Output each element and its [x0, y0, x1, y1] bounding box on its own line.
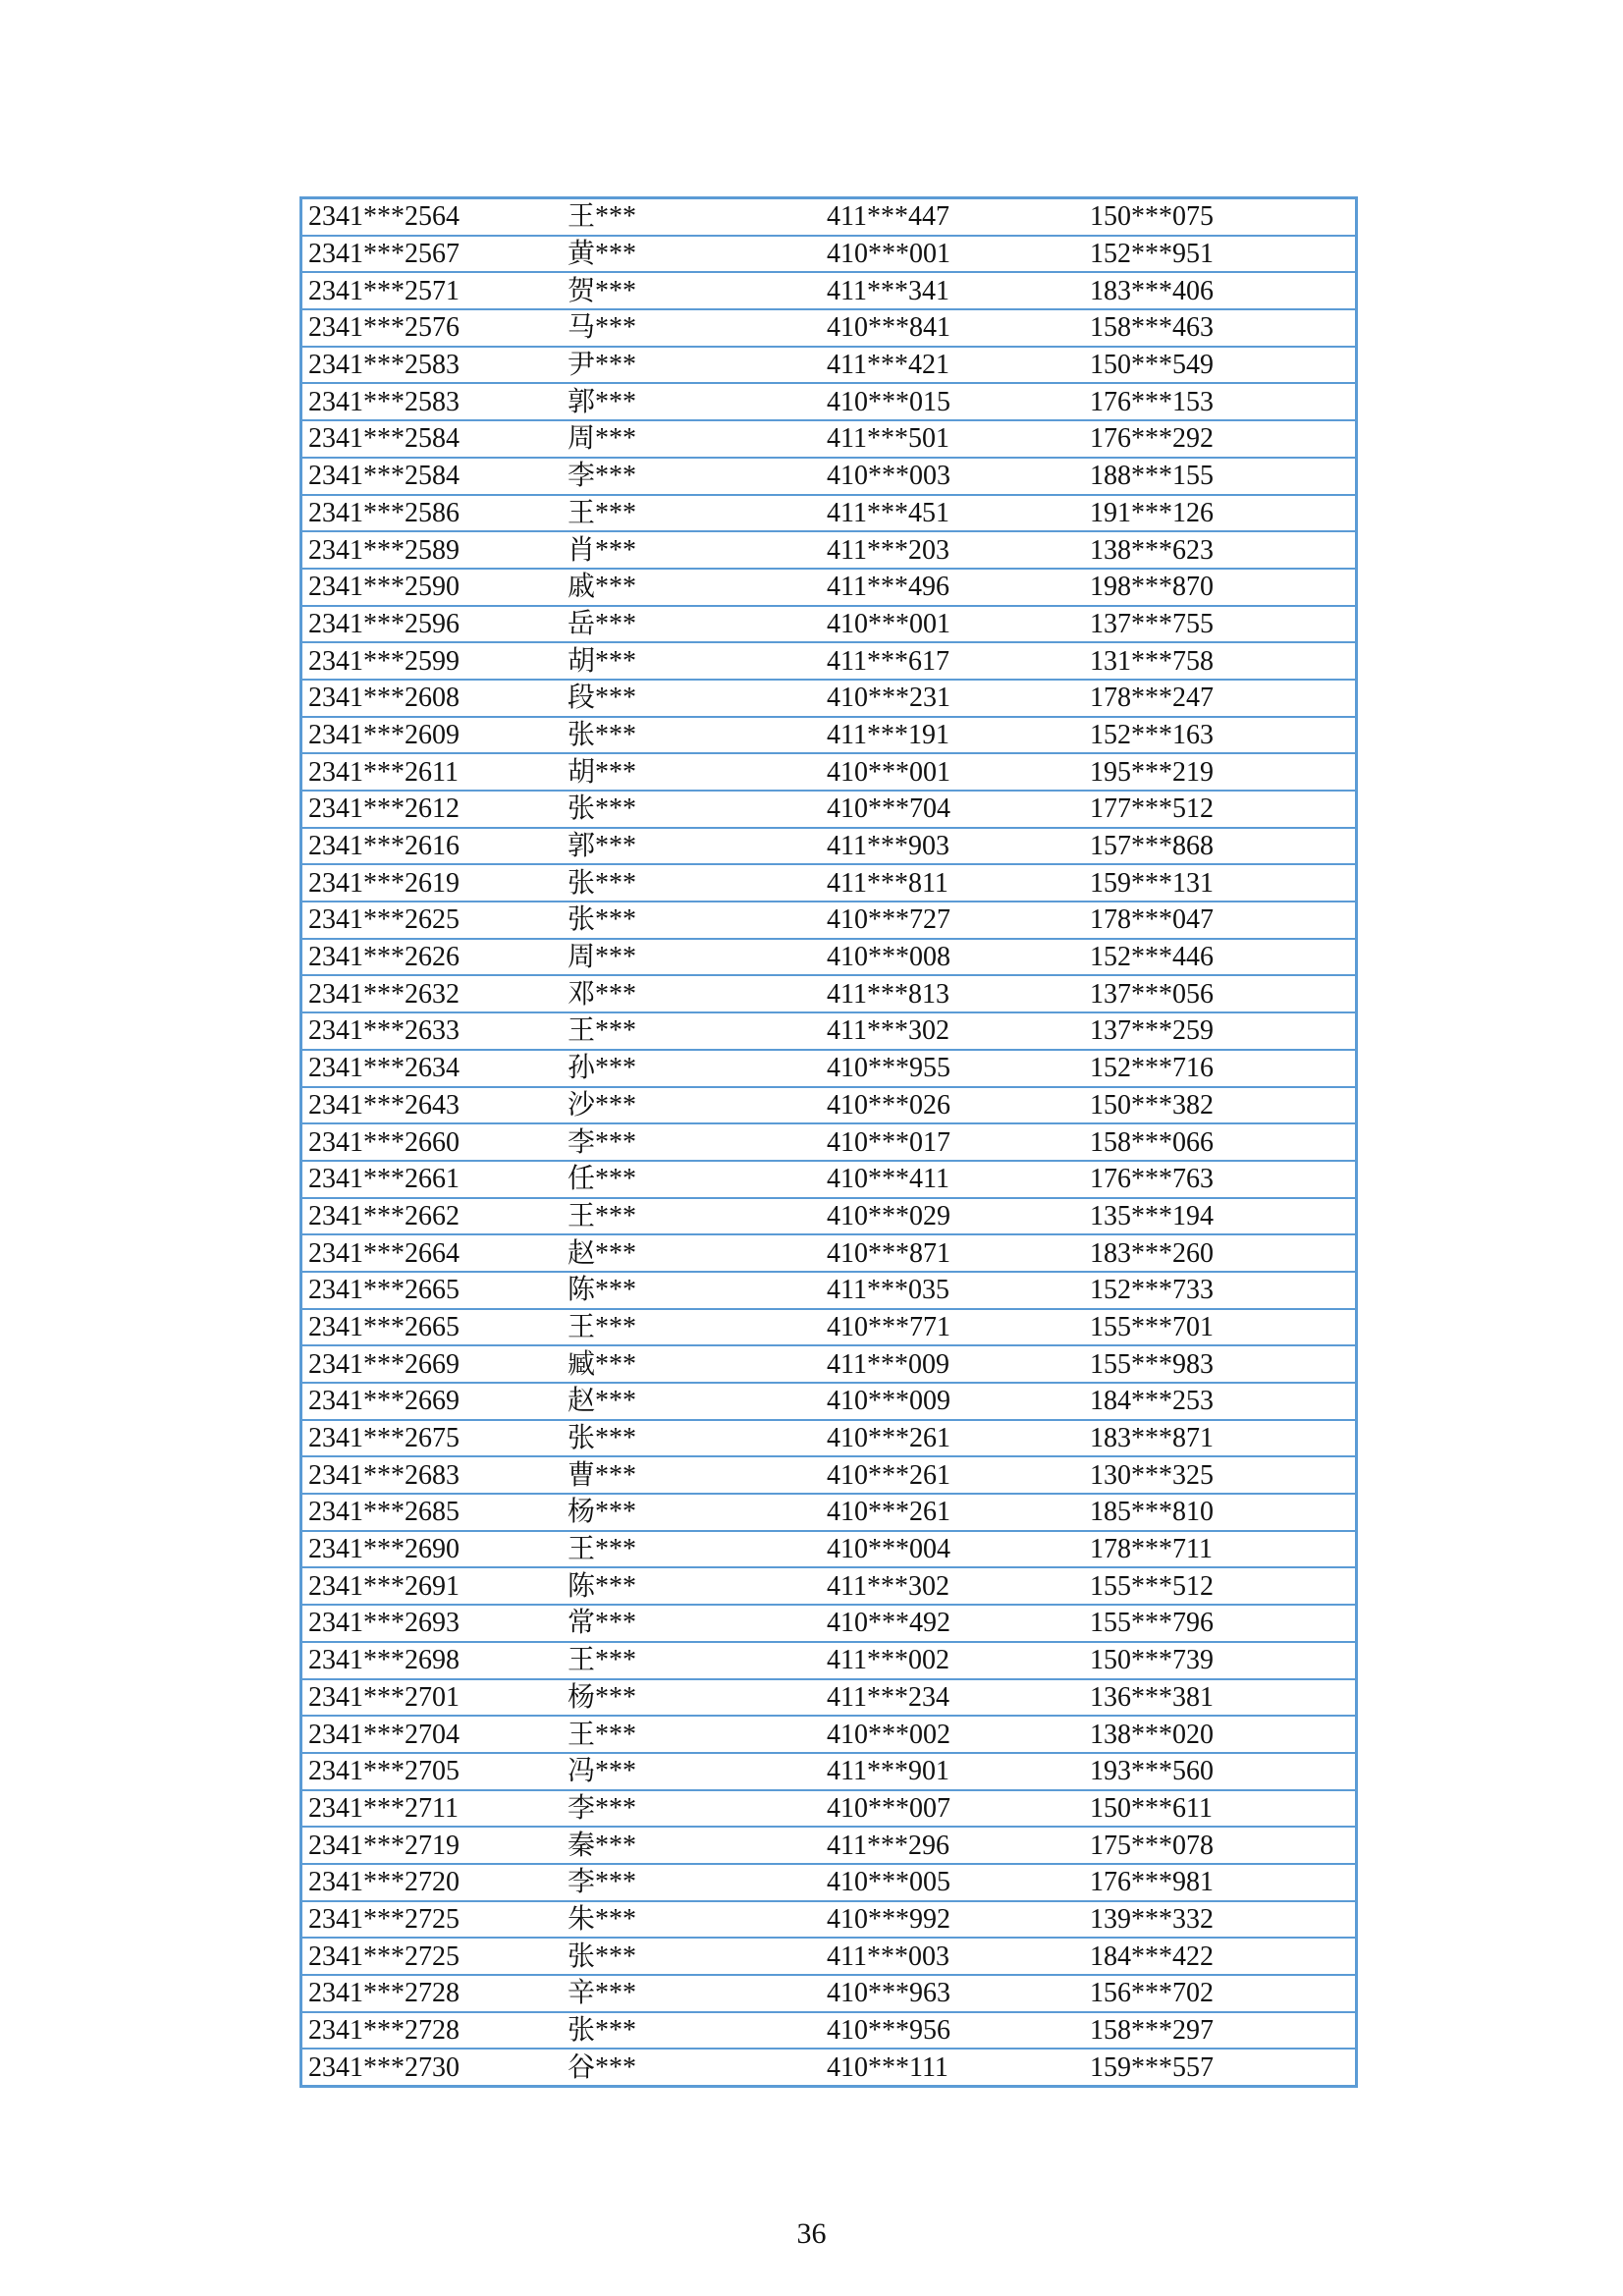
id-number-cell: 411***421: [821, 347, 1084, 384]
table-row: [301, 1494, 1357, 1531]
name-cell: 任***: [564, 1161, 821, 1198]
name-cell: 辛***: [564, 1975, 821, 2012]
table-row: [301, 569, 1357, 606]
exam-number-cell: 2341***2611: [301, 753, 565, 791]
exam-number-cell: 2341***2720: [301, 1864, 565, 1901]
id-number-cell: 410***231: [821, 680, 1084, 717]
table-row: [301, 236, 1357, 273]
id-number-cell: 411***191: [821, 717, 1084, 754]
exam-number-cell: 2341***2665: [301, 1309, 565, 1346]
id-number-cell: 411***035: [821, 1272, 1084, 1309]
name-cell: 肖***: [564, 531, 821, 569]
exam-number-cell: 2341***2693: [301, 1605, 565, 1642]
phone-cell: 159***557: [1090, 2051, 1214, 2083]
phone-cell: 137***259: [1084, 1012, 1357, 1050]
exam-number-cell: 2341***2725: [301, 1938, 565, 1975]
phone-cell: 150***075: [1084, 198, 1357, 236]
exam-number-cell: 2341***2599: [301, 642, 565, 680]
name-cell: 周***: [564, 420, 821, 458]
name-cell: 李***: [564, 1864, 821, 1901]
phone-cell: 176***153: [1084, 383, 1357, 420]
exam-number-cell: 2341***2612: [301, 791, 565, 828]
table-row: [301, 2049, 1357, 2086]
name-cell: 朱***: [564, 1901, 821, 1939]
id-number-cell: 410***492: [821, 1605, 1084, 1642]
exam-number-cell: 2341***2608: [301, 680, 565, 717]
name-cell: 孙***: [564, 1050, 821, 1087]
id-number-cell: 411***234: [821, 1679, 1084, 1717]
id-number-cell: 411***496: [821, 569, 1084, 606]
table-row: [301, 198, 1357, 236]
name-cell: 陈***: [564, 1567, 821, 1605]
name-cell: 杨***: [564, 1494, 821, 1531]
name-cell: 李***: [564, 458, 821, 495]
table-row: [301, 1345, 1357, 1383]
exam-number-cell: 2341***2590: [301, 569, 565, 606]
id-number-cell: 410***992: [821, 1901, 1084, 1939]
exam-number-cell: 2341***2664: [301, 1234, 565, 1272]
phone-cell: 155***983: [1084, 1345, 1357, 1383]
name-cell: 张***: [564, 717, 821, 754]
name-cell: 谷***: [568, 2051, 637, 2083]
name-cell: 岳***: [564, 606, 821, 643]
name-cell: 周***: [564, 939, 821, 976]
name-cell: 陈***: [564, 1272, 821, 1309]
exam-number-cell: 2341***2730: [308, 2051, 460, 2083]
id-number-cell: 411***811: [821, 864, 1084, 902]
table-row: [301, 975, 1357, 1012]
id-number-cell: 410***004: [821, 1531, 1084, 1568]
id-number-cell: 410***704: [821, 791, 1084, 828]
phone-cell: 157***868: [1084, 828, 1357, 865]
phone-cell: 138***020: [1084, 1716, 1357, 1753]
table-row: [301, 1605, 1357, 1642]
name-cell: 王***: [564, 1531, 821, 1568]
phone-cell: 184***422: [1084, 1938, 1357, 1975]
name-cell: 沙***: [564, 1087, 821, 1124]
table-row: [301, 272, 1357, 309]
exam-number-cell: 2341***2584: [301, 458, 565, 495]
id-number-cell: 410***841: [821, 309, 1084, 347]
id-number-cell: 410***727: [821, 902, 1084, 939]
phone-cell: 159***131: [1084, 864, 1357, 902]
exam-number-cell: 2341***2685: [301, 1494, 565, 1531]
exam-number-cell: 2341***2626: [301, 939, 565, 976]
id-number-cell: 410***261: [821, 1456, 1084, 1494]
table-row: [301, 495, 1357, 532]
phone-cell: 193***560: [1084, 1753, 1357, 1790]
id-number-cell: 410***955: [821, 1050, 1084, 1087]
table-row: [301, 1198, 1357, 1235]
name-cell: 郭***: [564, 828, 821, 865]
table-row: [301, 642, 1357, 680]
id-number-cell: 410***002: [821, 1716, 1084, 1753]
name-cell: 王***: [564, 198, 821, 236]
name-cell: 赵***: [564, 1234, 821, 1272]
phone-cell: 139***332: [1084, 1901, 1357, 1939]
exam-number-cell: 2341***2719: [301, 1827, 565, 1864]
table-row: [301, 347, 1357, 384]
name-cell: 王***: [564, 1309, 821, 1346]
table-row: [301, 1790, 1357, 1828]
phone-cell: 150***611: [1084, 1790, 1357, 1828]
table-row: [301, 383, 1357, 420]
name-cell: 冯***: [564, 1753, 821, 1790]
phone-cell: 191***126: [1084, 495, 1357, 532]
phone-cell: 135***194: [1084, 1198, 1357, 1235]
name-cell: 邓***: [564, 975, 821, 1012]
table-row: [301, 1938, 1357, 1975]
table-row: [301, 1901, 1357, 1939]
id-number-cell: 410***261: [821, 1494, 1084, 1531]
exam-number-cell: 2341***2691: [301, 1567, 565, 1605]
phone-cell: 156***702: [1084, 1975, 1357, 2012]
table-row: [301, 791, 1357, 828]
exam-number-cell: 2341***2725: [301, 1901, 565, 1939]
table-row: [301, 1753, 1357, 1790]
exam-number-cell: 2341***2634: [301, 1050, 565, 1087]
name-cell: 胡***: [564, 753, 821, 791]
phone-cell: 136***381: [1084, 1679, 1357, 1717]
name-cell: 王***: [564, 1012, 821, 1050]
phone-cell: 176***981: [1084, 1864, 1357, 1901]
id-number-cell: 410***871: [821, 1234, 1084, 1272]
id-number-cell: 410***017: [821, 1123, 1084, 1161]
phone-cell: 183***260: [1084, 1234, 1357, 1272]
exam-number-cell: 2341***2583: [301, 383, 565, 420]
id-number-cell: 411***813: [821, 975, 1084, 1012]
exam-number-cell: 2341***2564: [301, 198, 565, 236]
phone-cell: 185***810: [1084, 1494, 1357, 1531]
table-row: [301, 1420, 1357, 1457]
table-row: [301, 531, 1357, 569]
id-number-cell: 410***005: [821, 1864, 1084, 1901]
exam-number-cell: 2341***2586: [301, 495, 565, 532]
id-number-cell: 410***963: [821, 1975, 1084, 2012]
exam-number-cell: 2341***2619: [301, 864, 565, 902]
id-number-cell: 411***003: [821, 1938, 1084, 1975]
table-row: [301, 1161, 1357, 1198]
name-cell: 王***: [564, 495, 821, 532]
name-cell: 张***: [564, 1420, 821, 1457]
name-cell: 常***: [564, 1605, 821, 1642]
phone-cell: 152***733: [1084, 1272, 1357, 1309]
phone-cell: 152***716: [1084, 1050, 1357, 1087]
exam-number-cell: 2341***2567: [301, 236, 565, 273]
phone-cell: 138***623: [1084, 531, 1357, 569]
table-row: [301, 1679, 1357, 1717]
table-row: [301, 717, 1357, 754]
exam-number-cell: 2341***2665: [301, 1272, 565, 1309]
table-row: [301, 1272, 1357, 1309]
id-number-cell: 410***001: [821, 236, 1084, 273]
phone-cell: 184***253: [1084, 1383, 1357, 1420]
table-row: [301, 1309, 1357, 1346]
id-number-cell: 410***029: [821, 1198, 1084, 1235]
name-cell: 张***: [564, 864, 821, 902]
exam-number-cell: 2341***2661: [301, 1161, 565, 1198]
name-cell: 贺***: [564, 272, 821, 309]
id-number-cell: 410***001: [821, 753, 1084, 791]
phone-cell: 137***056: [1084, 975, 1357, 1012]
exam-number-cell: 2341***2643: [301, 1087, 565, 1124]
table-row: [301, 864, 1357, 902]
phone-cell: 137***755: [1084, 606, 1357, 643]
exam-number-cell: 2341***2589: [301, 531, 565, 569]
phone-cell: 175***078: [1084, 1827, 1357, 1864]
phone-cell: 158***066: [1084, 1123, 1357, 1161]
phone-cell: 155***512: [1084, 1567, 1357, 1605]
exam-number-cell: 2341***2683: [301, 1456, 565, 1494]
table-row: [301, 1234, 1357, 1272]
phone-cell: 152***163: [1084, 717, 1357, 754]
id-number-cell: 411***302: [821, 1012, 1084, 1050]
phone-cell: 155***701: [1084, 1309, 1357, 1346]
name-cell: 秦***: [564, 1827, 821, 1864]
name-cell: 臧***: [564, 1345, 821, 1383]
name-cell: 李***: [564, 1123, 821, 1161]
exam-number-cell: 2341***2584: [301, 420, 565, 458]
id-number-cell: 410***015: [821, 383, 1084, 420]
phone-cell: 150***382: [1084, 1087, 1357, 1124]
page-number: 36: [796, 2217, 827, 2250]
table-row: [301, 1827, 1357, 1864]
phone-cell: 158***297: [1084, 2012, 1357, 2050]
name-cell: 马***: [564, 309, 821, 347]
exam-number-cell: 2341***2609: [301, 717, 565, 754]
phone-cell: 130***325: [1084, 1456, 1357, 1494]
name-cell: 赵***: [564, 1383, 821, 1420]
phone-cell: 155***796: [1084, 1605, 1357, 1642]
id-number-cell: 411***501: [821, 420, 1084, 458]
id-number-cell: 411***901: [821, 1753, 1084, 1790]
phone-cell: 150***549: [1084, 347, 1357, 384]
phone-cell: 158***463: [1084, 309, 1357, 347]
exam-number-cell: 2341***2698: [301, 1642, 565, 1679]
table-body: [301, 198, 1357, 2087]
id-number-cell: 410***007: [821, 1790, 1084, 1828]
phone-cell: 188***155: [1084, 458, 1357, 495]
phone-cell: 183***406: [1084, 272, 1357, 309]
name-cell: 郭***: [564, 383, 821, 420]
id-number-cell: 410***261: [821, 1420, 1084, 1457]
phone-cell: 177***512: [1084, 791, 1357, 828]
name-cell: 张***: [564, 1938, 821, 1975]
name-cell: 李***: [564, 1790, 821, 1828]
exam-number-cell: 2341***2583: [301, 347, 565, 384]
phone-cell: 178***247: [1084, 680, 1357, 717]
id-number-cell: 411***009: [821, 1345, 1084, 1383]
id-number-cell: 411***203: [821, 531, 1084, 569]
name-cell: 段***: [564, 680, 821, 717]
exam-number-cell: 2341***2669: [301, 1383, 565, 1420]
exam-number-cell: 2341***2616: [301, 828, 565, 865]
table-row: [301, 1087, 1357, 1124]
name-cell: 曹***: [564, 1456, 821, 1494]
table-row: [301, 1567, 1357, 1605]
table-row: [301, 1456, 1357, 1494]
phone-cell: 178***047: [1084, 902, 1357, 939]
name-cell: 杨***: [564, 1679, 821, 1717]
data-table: [299, 196, 1358, 2088]
exam-number-cell: 2341***2711: [301, 1790, 565, 1828]
phone-cell: 152***951: [1084, 236, 1357, 273]
table-row: [301, 1050, 1357, 1087]
name-cell: 张***: [564, 2012, 821, 2050]
exam-number-cell: 2341***2690: [301, 1531, 565, 1568]
exam-number-cell: 2341***2625: [301, 902, 565, 939]
exam-number-cell: 2341***2728: [301, 1975, 565, 2012]
exam-number-cell: 2341***2704: [301, 1716, 565, 1753]
phone-cell: 178***711: [1084, 1531, 1357, 1568]
phone-cell: 183***871: [1084, 1420, 1357, 1457]
id-number-cell: 410***008: [821, 939, 1084, 976]
table-row: [301, 1383, 1357, 1420]
table-row: [301, 1975, 1357, 2012]
phone-cell: 152***446: [1084, 939, 1357, 976]
id-number-cell: 410***111: [827, 2051, 948, 2083]
exam-number-cell: 2341***2632: [301, 975, 565, 1012]
name-cell: 王***: [564, 1642, 821, 1679]
table-row: [301, 2012, 1357, 2050]
exam-number-cell: 2341***2571: [301, 272, 565, 309]
name-cell: 张***: [564, 902, 821, 939]
exam-number-cell: 2341***2576: [301, 309, 565, 347]
name-cell: 黄***: [564, 236, 821, 273]
table-row: [301, 420, 1357, 458]
phone-cell: 131***758: [1084, 642, 1357, 680]
table-row: [301, 939, 1357, 976]
table-row: [301, 606, 1357, 643]
table-row: [301, 309, 1357, 347]
exam-number-cell: 2341***2701: [301, 1679, 565, 1717]
table-row: [301, 680, 1357, 717]
name-cell: 王***: [564, 1198, 821, 1235]
name-cell: 胡***: [564, 642, 821, 680]
table-row: [301, 1642, 1357, 1679]
exam-number-cell: 2341***2705: [301, 1753, 565, 1790]
phone-cell: 176***292: [1084, 420, 1357, 458]
id-number-cell: 411***302: [821, 1567, 1084, 1605]
exam-number-cell: 2341***2675: [301, 1420, 565, 1457]
id-number-cell: 411***447: [821, 198, 1084, 236]
id-number-cell: 411***617: [821, 642, 1084, 680]
id-number-cell: 410***026: [821, 1087, 1084, 1124]
id-number-cell: 410***956: [821, 2012, 1084, 2050]
id-number-cell: 410***411: [821, 1161, 1084, 1198]
exam-number-cell: 2341***2669: [301, 1345, 565, 1383]
phone-cell: 195***219: [1084, 753, 1357, 791]
phone-cell: 198***870: [1084, 569, 1357, 606]
table-row: [301, 753, 1357, 791]
exam-number-cell: 2341***2728: [301, 2012, 565, 2050]
id-number-cell: 411***002: [821, 1642, 1084, 1679]
id-number-cell: 410***771: [821, 1309, 1084, 1346]
table-row: [301, 1012, 1357, 1050]
id-number-cell: 411***296: [821, 1827, 1084, 1864]
phone-cell: 176***763: [1084, 1161, 1357, 1198]
id-number-cell: 410***009: [821, 1383, 1084, 1420]
phone-cell: 150***739: [1084, 1642, 1357, 1679]
id-number-cell: 411***341: [821, 272, 1084, 309]
name-cell: 张***: [564, 791, 821, 828]
exam-number-cell: 2341***2633: [301, 1012, 565, 1050]
table-row: [301, 1864, 1357, 1901]
id-number-cell: 410***001: [821, 606, 1084, 643]
table-row: [301, 902, 1357, 939]
id-number-cell: 411***903: [821, 828, 1084, 865]
exam-number-cell: 2341***2660: [301, 1123, 565, 1161]
table-row: [301, 1123, 1357, 1161]
id-number-cell: 411***451: [821, 495, 1084, 532]
name-cell: 尹***: [564, 347, 821, 384]
name-cell: 王***: [564, 1716, 821, 1753]
table-row: [301, 458, 1357, 495]
table-row: [301, 828, 1357, 865]
table-row: [301, 1531, 1357, 1568]
name-cell: 戚***: [564, 569, 821, 606]
exam-number-cell: 2341***2662: [301, 1198, 565, 1235]
id-number-cell: 410***003: [821, 458, 1084, 495]
exam-number-cell: 2341***2596: [301, 606, 565, 643]
table-row: [301, 1716, 1357, 1753]
